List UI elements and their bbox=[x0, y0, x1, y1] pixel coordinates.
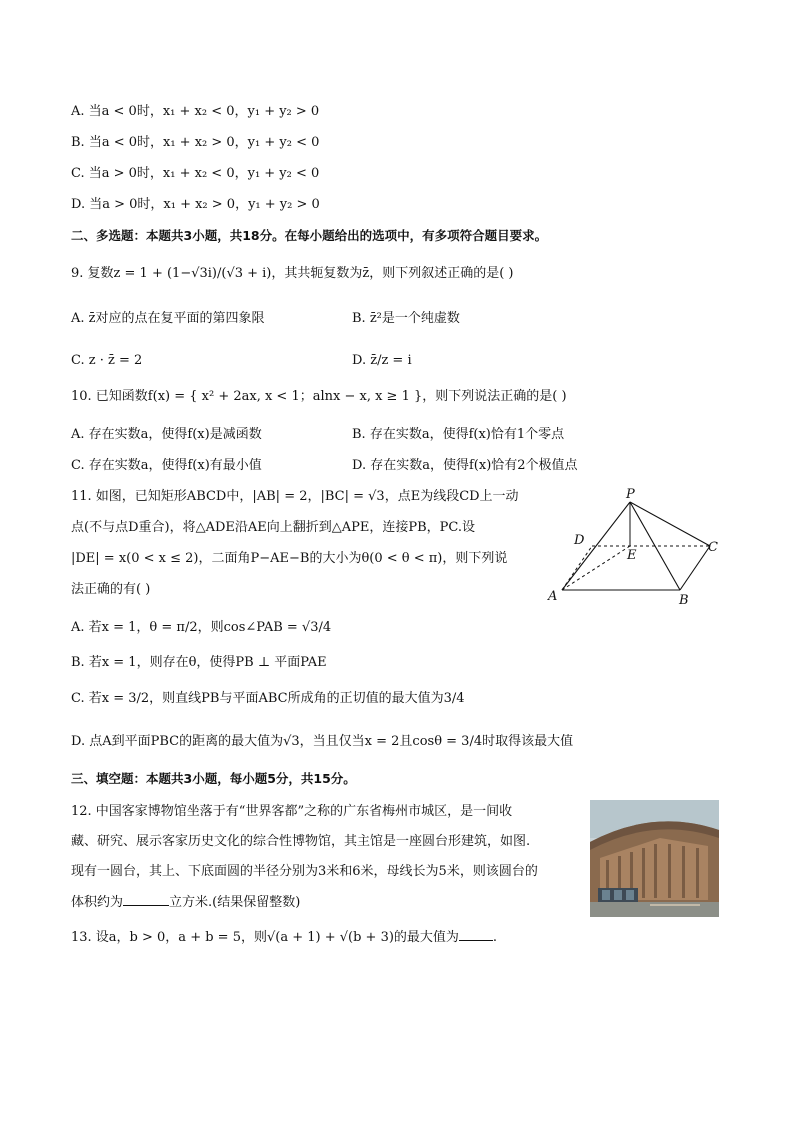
q11-pyramid-figure bbox=[540, 484, 730, 610]
label-e: E bbox=[627, 548, 637, 563]
q12-line3: 现有一圆台，其上、下底面圆的半径分别为3米和6米，母线长为5米，则该圆台的 bbox=[71, 864, 538, 879]
edge-bc bbox=[680, 546, 710, 590]
q11-option-d: D. 点A到平面PBC的距离的最大值为√3，当且仅当x = 2且cosθ = 3/4时取得该最大值 bbox=[71, 734, 574, 749]
q8-option-b: B. 当a < 0时，x₁ + x₂ > 0，y₁ + y₂ < 0 bbox=[71, 135, 320, 150]
q13-line bbox=[71, 928, 497, 947]
q10-option-a: A. 存在实数a，使得f(x)是减函数 bbox=[71, 427, 262, 442]
q10-option-b: B. 存在实数a，使得f(x)恰有1个零点 bbox=[352, 427, 565, 442]
label-p: P bbox=[626, 487, 635, 502]
answer-blank bbox=[459, 928, 493, 941]
q12-line4-prefix: 体积约为 bbox=[71, 895, 124, 910]
section-3-heading: 三、填空题：本题共3小题，每小题5分，共15分。 bbox=[71, 771, 356, 786]
q12-line2: 藏、研究、展示客家历史文化的综合性博物馆，其主馆是一座圆台形建筑，如图. bbox=[71, 834, 531, 849]
q11-option-a: A. 若x = 1，θ = π/2，则cos∠PAB = √3/4 bbox=[71, 620, 332, 635]
label-b: B bbox=[679, 593, 689, 608]
q11-stem-line2: 点(不与点D重合)，将△ADE沿AE向上翻折到△APE，连接PB，PC.设 bbox=[71, 520, 476, 535]
q12-line1: 12. 中国客家博物馆坐落于有“世界客都”之称的广东省梅州市城区，是一间收 bbox=[71, 804, 513, 819]
q9-option-d: D. z̄/z = i bbox=[352, 353, 412, 368]
label-a: A bbox=[548, 589, 558, 604]
q12-line4 bbox=[71, 893, 300, 912]
q9-option-b: B. z̄²是一个纯虚数 bbox=[352, 311, 460, 326]
q10-stem: 10. 已知函数f(x) = { x² + 2ax, x < 1；alnx − x, x ≥ 1 }，则下列说法正确的是( ) bbox=[71, 389, 567, 404]
museum-photo bbox=[590, 800, 719, 917]
q13-text: 13. 设a，b > 0，a + b = 5，则√(a + 1) + √(b + 3)的最大值为 bbox=[71, 930, 459, 945]
answer-blank bbox=[123, 893, 169, 906]
q12-line4-suffix: 立方米.(结果保留整数) bbox=[169, 895, 301, 910]
q8-option-d: D. 当a > 0时，x₁ + x₂ > 0，y₁ + y₂ > 0 bbox=[71, 197, 320, 212]
q8-option-c: C. 当a > 0时，x₁ + x₂ < 0，y₁ + y₂ < 0 bbox=[71, 166, 320, 181]
q8-option-a: A. 当a < 0时，x₁ + x₂ < 0，y₁ + y₂ > 0 bbox=[71, 104, 320, 119]
q9-option-a: A. z̄对应的点在复平面的第四象限 bbox=[71, 311, 265, 326]
q11-stem-line3: |DE| = x(0 < x ≤ 2)，二面角P−AE−B的大小为θ(0 < θ < π)，则下列说 bbox=[71, 551, 508, 566]
edge-pa bbox=[562, 502, 630, 590]
q11-stem-line4: 法正确的有( ) bbox=[71, 582, 151, 597]
q11-option-c: C. 若x = 3/2，则直线PB与平面ABC所成角的正切值的最大值为3/4 bbox=[71, 691, 465, 706]
q11-stem-line1: 11. 如图，已知矩形ABCD中，|AB| = 2，|BC| = √3，点E为线段CD上一动 bbox=[71, 489, 519, 504]
q10-option-c: C. 存在实数a，使得f(x)有最小值 bbox=[71, 458, 262, 473]
section-2-heading: 二、多选题：本题共3小题，共18分。在每小题给出的选项中，有多项符合题目要求。 bbox=[71, 228, 548, 243]
label-d: D bbox=[574, 533, 585, 548]
q13-end: . bbox=[492, 930, 498, 945]
q11-option-b: B. 若x = 1，则存在θ，使得PB ⊥ 平面PAE bbox=[71, 655, 327, 670]
edge-ae bbox=[562, 546, 630, 590]
q10-option-d: D. 存在实数a，使得f(x)恰有2个极值点 bbox=[352, 458, 578, 473]
q9-option-c: C. z · z̄ = 2 bbox=[71, 353, 143, 368]
label-c: C bbox=[708, 540, 718, 555]
q9-stem: 9. 复数z = 1 + (1−√3i)/(√3 + i)，其共轭复数为z̄，则下列叙述正确的是( ) bbox=[71, 266, 514, 281]
